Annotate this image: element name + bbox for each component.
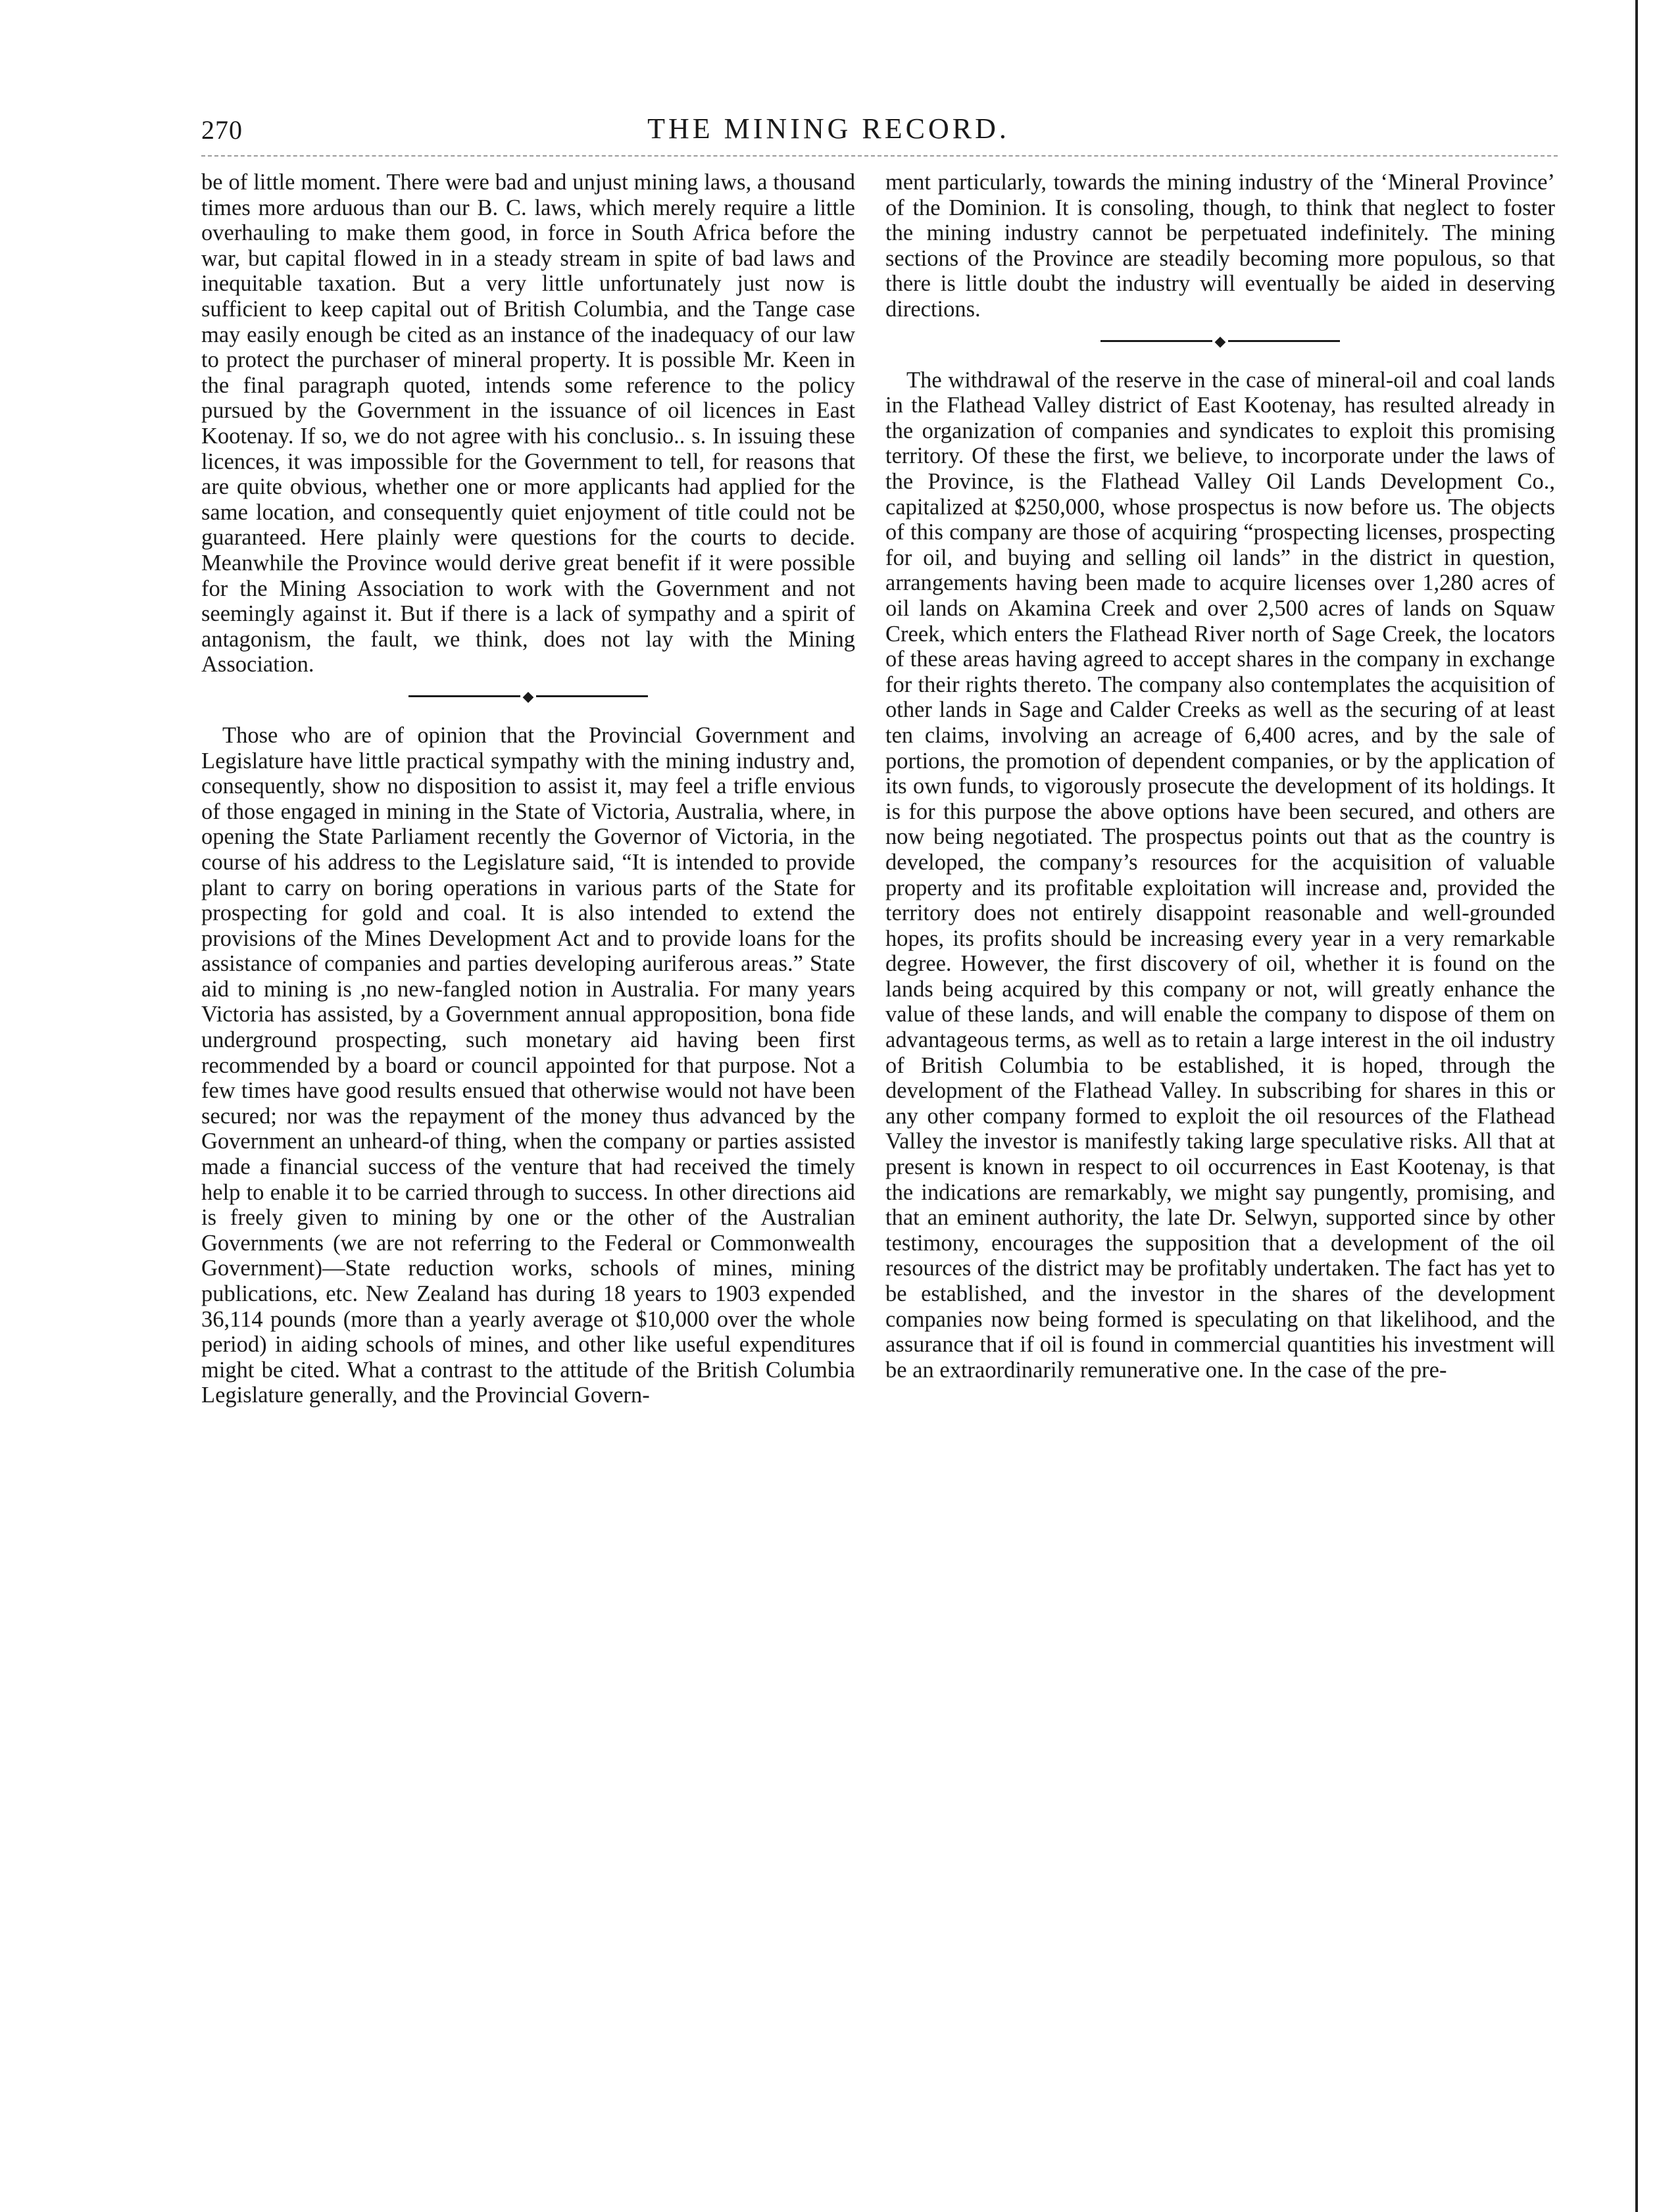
page-edge-rule	[1635, 0, 1638, 2212]
header-rule	[201, 155, 1558, 157]
divider-bar	[1101, 340, 1212, 342]
left-paragraph-1: be of little moment. There were bad and unjust mining laws, a thousand times more arduous than our B. C. laws, which merely require a little overhauling to make them good, in force in South Africa before the war, but capital flowed in in a steady stream in spite of bad laws and inequitable taxation. But a very little unfortunately just now is sufficient to keep capital out of British Columbia, and the Tange case may easily enough be cited as an instance of the inadequacy of our law to protect the purchaser of mineral property. It is possible Mr. Keen in the final paragraph quoted, intends some reference to the policy pursued by the Government in the issuance of oil licences in East Kootenay. If so, we do not agree with his conclusio.. s. In issuing these licences, it was impossible for the Government to tell, for reasons that are quite obvious, whether one or more applicants had applied for the same location, and consequently quiet enjoyment of title could not be guaranteed. Here plainly were questions for the courts to decide. Meanwhile the Province would derive great benefit if it were possible for the Mining Association to work with the Government and not seemingly against it. But if there is a lack of sympathy and a spirit of antagonism, the fault, we think, does not lay with the Mining Association.	[201, 170, 855, 677]
left-paragraph-2: Those who are of opinion that the Provincial Government and Legislature have little practical sympathy with the mining industry and, consequently, show no disposition to assist it, may feel a trifle envious of those engaged in mining in the State of Victoria, Australia, where, in opening the State Parliament recently the Governor of Victoria, in the course of his address to the Legislature said, “It is intended to provide plant to carry on boring operations in various parts of the State for prospecting for gold and coal. It is also intended to extend the provisions of the Mines Development Act and to provide loans for the assistance of companies and parties developing auriferous areas.” State aid to mining is ,no new-fangled notion in Australia. For many years Victoria has assisted, by a Government annual approposition, bona fide underground prospecting, such monetary aid having been first recommended by a board or council appointed for that purpose. Not a few times have good results ensued that otherwise would not have been secured; nor was the repayment of the money thus advanced by the Government an unheard-of thing, when the company or parties assisted made a financial success of the venture that had received the timely help to enable it to be carried through to success. In other directions aid is freely given to mining by one or the other of the Australian Governments (we are not referring to the Federal or Commonwealth Government)—State reduction works, schools of mines, mining publications, etc. New Zealand has during 18 years to 1903 expended 36,114 pounds (more than a yearly average ot $10,000 over the whole period) in aiding schools of mines, and other like useful expenditures might be cited. What a contrast to the attitude of the British Columbia Legislature generally, and the Provincial Govern-	[201, 722, 855, 1408]
right-paragraph-1: ment particularly, towards the mining industry of the ‘Mineral Province’ of the Dominion. It is consoling, though, to think that neglect to foster the mining industry cannot be perpetuated indefinitely. The mining sections of the Province are steadily becoming more populous, so that there is little doubt the industry will eventually be aided in deserving directions.	[885, 170, 1555, 322]
right-paragraph-2: The withdrawal of the reserve in the case of mineral-oil and coal lands in the Flathead Valley district of East Kootenay, has resulted already in the organization of companies and syndicates to exploit this promising territory. Of these the first, we believe, to incorporate under the laws of the Province, is the Flathead Valley Oil Lands Development Co., capitalized at $250,000, whose prospectus is now before us. The objects of this company are those of acquiring “prospecting licenses, prospecting for oil, and buying and selling oil lands” in the district in question, arrangements having been made to acquire licenses over 1,280 acres of oil lands on Akamina Creek and over 2,500 acres of lands on Squaw Creek, which enters the Flathead River north of Sage Creek, the locators of these areas having agreed to accept shares in the company in exchange for their rights thereto. The company also contemplates the acquisition of other lands in Sage and Calder Creeks as well as the securing of at least ten claims, involving an acreage of 6,400 acres, and by the sale of portions, the promotion of dependent companies, or by the application of its own funds, to vigorously prosecute the development of its holdings. It is for this purpose the above options have been secured, and others are now being negotiated. The prospectus points out that as the country is developed, the company’s resources for the acquisition of valuable property and its profitable exploitation will increase and, provided the territory does not entirely disappoint reasonable and well-grounded hopes, its profits should be increasing every year in a very remarkable degree. However, the first discovery of oil, whether it is found on the lands being acquired by this company or not, will greatly enhance the value of these lands, and will enable the company to dispose of them on advantageous terms, as well as to retain a large interest in the oil industry of British Columbia to be established, it is hoped, through the development of the Flathead Valley. In subscribing for shares in this or any other company formed to exploit the oil resources of the Flathead Valley the investor is manifestly taking large speculative risks. All that at present is known in respect to oil occurrences in East Kootenay, is that the indications are remarkably, we might say pungently, promising, and that an eminent authority, the late Dr. Selwyn, supported since by other testimony, encourages the supposition that a development of the oil resources of the district may be profitably undertaken. The fact has yet to be established, and the investor in the shares of the development companies now being formed is speculating on that likelihood, and the assurance that if oil is found in commercial quantities his investment will be an extraordinarily remunerative one. In the case of the pre-	[885, 367, 1555, 1383]
section-divider	[885, 333, 1555, 348]
page-number: 270	[201, 115, 243, 145]
divider-bar	[408, 695, 520, 697]
divider-bar	[536, 695, 648, 697]
right-column	[885, 170, 1555, 1383]
divider-ornament-icon: ◆	[1214, 332, 1226, 349]
left-column	[201, 170, 855, 1408]
section-divider	[201, 688, 855, 703]
divider-bar	[1228, 340, 1340, 342]
divider-ornament-icon: ◆	[522, 687, 534, 704]
running-head-title: THE MINING RECORD.	[647, 112, 1010, 145]
